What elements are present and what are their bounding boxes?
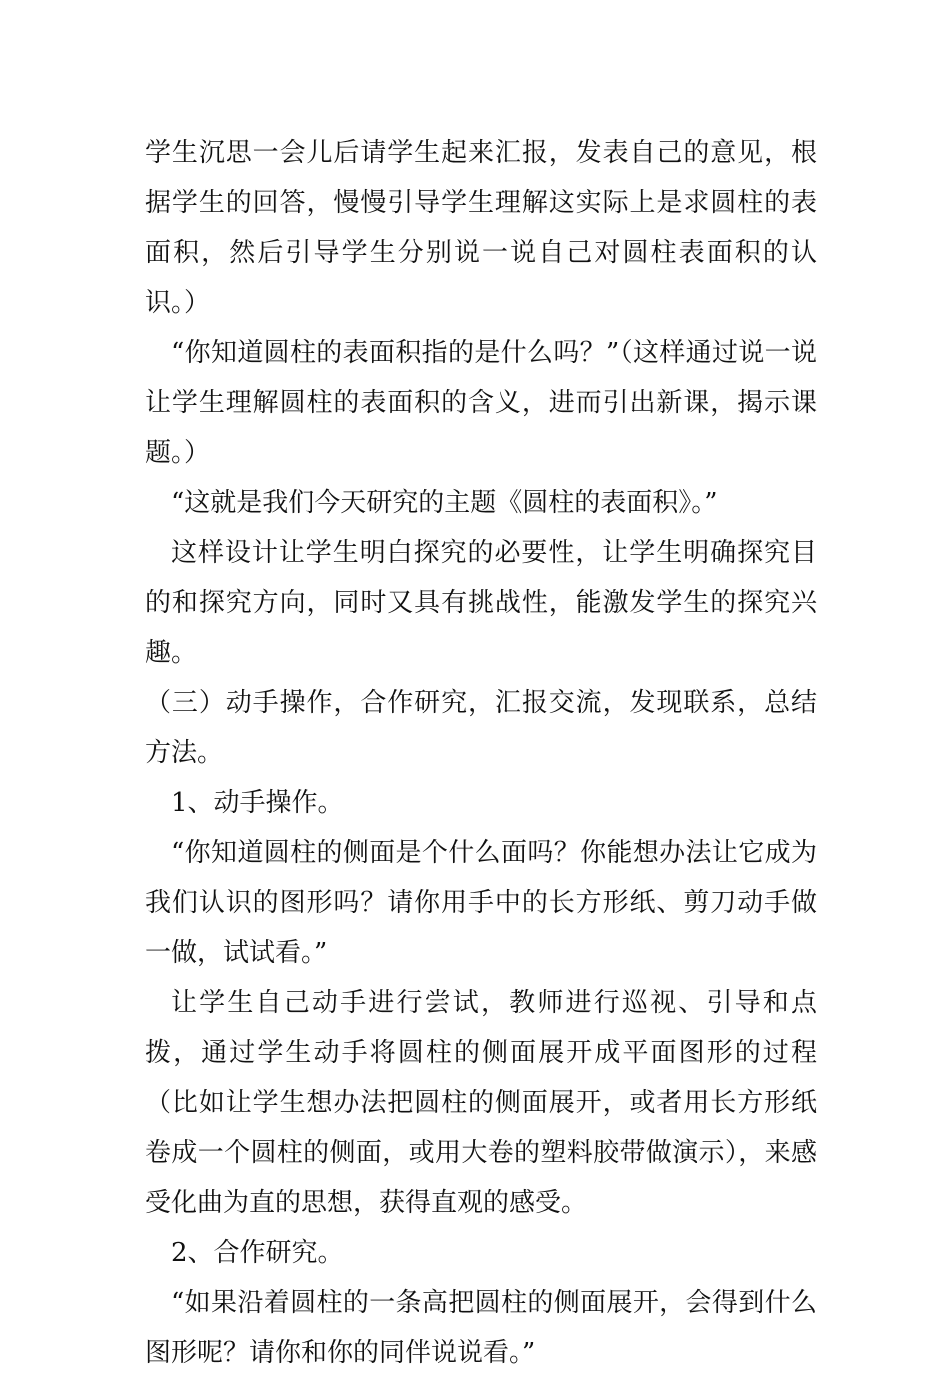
paragraph-4: 这样设计让学生明白探究的必要性，让学生明确探究目的和探究方向，同时又具有挑战性，能激发学生的探究兴趣。 xyxy=(145,538,817,668)
subheading-1: 1、动手操作。 xyxy=(171,788,344,818)
paragraph-7: “如果沿着圆柱的一条高把圆柱的侧面展开，会得到什么图形呢？请你和你的同伴说说看。” xyxy=(145,1288,817,1368)
paragraph-3: “这就是我们今天研究的主题《圆柱的表面积》。” xyxy=(171,488,718,518)
document-body xyxy=(145,128,817,1378)
paragraph-2: “你知道圆柱的表面积指的是什么吗？”（这样通过说一说让学生理解圆柱的表面积的含义，进而引出新课，揭示课题。） xyxy=(145,338,817,468)
paragraph-1: 学生沉思一会儿后请学生起来汇报，发表自己的意见，根据学生的回答，慢慢引导学生理解这实际上是求圆柱的表面积，然后引导学生分别说一说自己对圆柱表面积的认识。） xyxy=(145,138,817,318)
subheading-2: 2、合作研究。 xyxy=(171,1238,344,1268)
paragraph-5: “你知道圆柱的侧面是个什么面吗？你能想办法让它成为我们认识的图形吗？请你用手中的长方形纸、剪刀动手做一做，试试看。” xyxy=(145,838,817,968)
paragraph-6: 让学生自己动手进行尝试，教师进行巡视、引导和点拨，通过学生动手将圆柱的侧面展开成平面图形的过程（比如让学生想办法把圆柱的侧面展开，或者用长方形纸卷成一个圆柱的侧面，或用大卷的塑料胶带做演示），来感受化曲为直的思想，获得直观的感受。 xyxy=(145,988,817,1218)
section-heading-3: （三）动手操作，合作研究，汇报交流，发现联系，总结方法。 xyxy=(145,688,817,768)
